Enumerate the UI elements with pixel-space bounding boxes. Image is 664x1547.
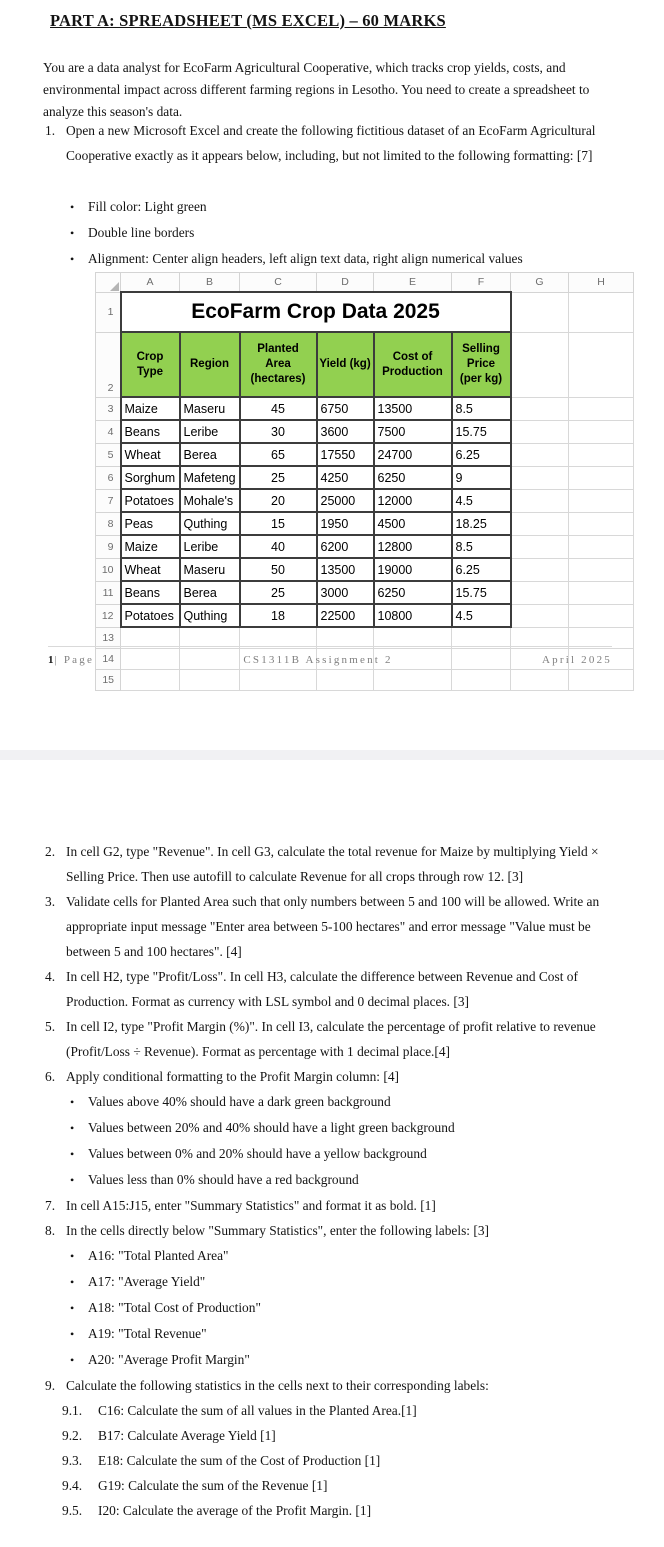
cell: 6.25 <box>452 558 511 581</box>
empty-cell <box>511 558 569 581</box>
footer-course: CS1311B Assignment 2 <box>243 654 393 666</box>
bullet-text: A20: "Average Profit Margin" <box>88 1352 250 1367</box>
sheet-header-row <box>96 332 634 397</box>
header-cell: Selling Price (per kg) <box>452 332 511 397</box>
sub-item-9-5 <box>62 1498 612 1523</box>
table-row <box>96 466 634 489</box>
cell: 25 <box>240 466 317 489</box>
item-number: 1. <box>45 123 56 138</box>
sub-item-9-1 <box>62 1398 612 1423</box>
item-text: Open a new Microsoft Excel and create the following fictitious dataset of an EcoFarm Agricultural Cooperative exactly as it appears below, including, but not limited to the following formatting: [7] <box>66 123 596 163</box>
item-text: Apply conditional formatting to the Profit Margin column: [4] <box>66 1069 399 1084</box>
intro-paragraph: You are a data analyst for EcoFarm Agricultural Cooperative, which tracks crop yields, costs, and environmental impact across different farming regions in Lesotho. You need to create a spreadsheet to analyze this season's data. <box>43 60 590 120</box>
table-row <box>96 397 634 420</box>
empty-cell <box>569 332 634 397</box>
cell: Maseru <box>180 558 240 581</box>
item-6-bullet-list <box>70 1089 612 1193</box>
row-number: 1 <box>96 292 121 332</box>
cell: 50 <box>240 558 317 581</box>
sheet-title-row <box>96 292 634 332</box>
cell: 4.5 <box>452 604 511 627</box>
cell: 6250 <box>374 466 452 489</box>
bullet-text: Values between 0% and 20% should have a yellow background <box>88 1146 427 1161</box>
sub-item-9-2 <box>62 1423 612 1448</box>
cell: Maize <box>121 535 180 558</box>
sub-item-9-3 <box>62 1448 612 1473</box>
cell: 17550 <box>317 443 374 466</box>
row-number: 12 <box>96 604 121 627</box>
empty-cell <box>569 466 634 489</box>
bullet-text: A18: "Total Cost of Production" <box>88 1300 261 1315</box>
cell: 8.5 <box>452 535 511 558</box>
cell: 30 <box>240 420 317 443</box>
empty-cell <box>569 292 634 332</box>
row-number: 6 <box>96 466 121 489</box>
cell: 9 <box>452 466 511 489</box>
cell: 6200 <box>317 535 374 558</box>
cell: 3000 <box>317 581 374 604</box>
header-cell: Region <box>180 332 240 397</box>
instruction-item-4 <box>45 964 612 1014</box>
empty-cell <box>511 535 569 558</box>
bullet-text: Alignment: Center align headers, left align text data, right align numerical values <box>88 251 523 266</box>
empty-cell <box>511 512 569 535</box>
cell: 18 <box>240 604 317 627</box>
instruction-item-3 <box>45 889 612 964</box>
column-header-d: D <box>317 273 374 293</box>
row-number: 11 <box>96 581 121 604</box>
instruction-item-5 <box>45 1014 612 1064</box>
header-cell: Cost of Production <box>374 332 452 397</box>
empty-cell <box>511 397 569 420</box>
cell: Maseru <box>180 397 240 420</box>
item-text: In the cells directly below "Summary Statistics", enter the following labels: [3] <box>66 1223 489 1238</box>
column-header-h: H <box>569 273 634 293</box>
item-text: In cell A15:J15, enter "Summary Statistics" and format it as bold. [1] <box>66 1198 436 1213</box>
item-number: 7. <box>45 1198 56 1213</box>
empty-cell <box>511 292 569 332</box>
item-text: Calculate the following statistics in the cells next to their corresponding labels: <box>66 1378 489 1393</box>
cell: 4.5 <box>452 489 511 512</box>
list-item <box>70 1167 612 1193</box>
cell: Wheat <box>121 443 180 466</box>
empty-cell <box>511 670 569 691</box>
row-number: 15 <box>96 670 121 691</box>
cell: 8.5 <box>452 397 511 420</box>
cell: 13500 <box>374 397 452 420</box>
table-row <box>96 581 634 604</box>
empty-cell <box>569 670 634 691</box>
cell: 4250 <box>317 466 374 489</box>
excel-screenshot <box>95 272 634 691</box>
table-row <box>96 558 634 581</box>
bullet-text: A16: "Total Planted Area" <box>88 1248 229 1263</box>
row-number: 4 <box>96 420 121 443</box>
item-number: 4. <box>45 969 56 984</box>
cell: Beans <box>121 581 180 604</box>
bullet-icon: • <box>70 252 75 266</box>
cell: 22500 <box>317 604 374 627</box>
cell: 6750 <box>317 397 374 420</box>
cell: 3600 <box>317 420 374 443</box>
list-item <box>70 1115 612 1141</box>
bullet-text: Values above 40% should have a dark green background <box>88 1094 391 1109</box>
instruction-item-9 <box>45 1373 612 1398</box>
cell: Berea <box>180 443 240 466</box>
column-header-row <box>96 273 634 293</box>
sub-item-text: C16: Calculate the sum of all values in the Planted Area.[1] <box>98 1403 417 1418</box>
empty-cell <box>569 512 634 535</box>
empty-cell <box>569 443 634 466</box>
empty-cell <box>121 670 180 691</box>
cell: Quthing <box>180 604 240 627</box>
sub-item-text: I20: Calculate the average of the Profit Margin. [1] <box>98 1503 372 1518</box>
empty-cell <box>240 670 317 691</box>
sub-item-text: G19: Calculate the sum of the Revenue [1] <box>98 1478 328 1493</box>
sheet-title-cell: EcoFarm Crop Data 2025 <box>121 292 511 332</box>
item-9-sublist <box>62 1398 612 1523</box>
empty-cell <box>569 558 634 581</box>
empty-cell <box>569 397 634 420</box>
page-footer <box>48 646 612 666</box>
bullet-text: Values less than 0% should have a red background <box>88 1172 359 1187</box>
list-item <box>70 220 612 246</box>
cell: 6250 <box>374 581 452 604</box>
cell: 40 <box>240 535 317 558</box>
bullet-icon: • <box>70 1275 75 1289</box>
cell: Sorghum <box>121 466 180 489</box>
table-row <box>96 443 634 466</box>
cell: Potatoes <box>121 604 180 627</box>
cell: 65 <box>240 443 317 466</box>
cell: 12800 <box>374 535 452 558</box>
sub-item-number: 9.5. <box>62 1503 83 1518</box>
empty-cell <box>569 604 634 627</box>
bullet-icon: • <box>70 1249 75 1263</box>
cell: Berea <box>180 581 240 604</box>
sub-item-9-4 <box>62 1473 612 1498</box>
cell: Potatoes <box>121 489 180 512</box>
cell: 45 <box>240 397 317 420</box>
cell: 20 <box>240 489 317 512</box>
instruction-item-2 <box>45 839 612 889</box>
cell: Peas <box>121 512 180 535</box>
column-header-c: C <box>240 273 317 293</box>
list-item <box>70 1089 612 1115</box>
column-header-b: B <box>180 273 240 293</box>
row-number: 8 <box>96 512 121 535</box>
table-row <box>96 604 634 627</box>
footer-date: April 2025 <box>542 654 612 666</box>
part-a-title: PART A: SPREADSHEET (MS EXCEL) – 60 MARKS <box>50 11 446 30</box>
list-item <box>70 1347 612 1373</box>
list-item <box>70 1269 612 1295</box>
cell: 13500 <box>317 558 374 581</box>
item-number: 6. <box>45 1069 56 1084</box>
instruction-item-6 <box>45 1064 612 1089</box>
empty-cell <box>511 443 569 466</box>
bullet-icon: • <box>70 1121 75 1135</box>
document-page-2 <box>0 760 664 1547</box>
empty-cell <box>569 535 634 558</box>
row-number: 13 <box>96 627 121 649</box>
empty-cell <box>511 489 569 512</box>
select-all-corner <box>96 273 121 293</box>
sub-item-number: 9.4. <box>62 1478 83 1493</box>
sub-item-number: 9.1. <box>62 1403 83 1418</box>
empty-cell <box>180 670 240 691</box>
list-item <box>70 194 612 220</box>
select-all-icon <box>110 282 119 291</box>
item-number: 9. <box>45 1378 56 1393</box>
header-cell: Yield (kg) <box>317 332 374 397</box>
document-page-1 <box>0 0 664 750</box>
instructions-list <box>45 839 612 1523</box>
cell: 1950 <box>317 512 374 535</box>
list-item <box>70 246 612 272</box>
empty-cell <box>569 420 634 443</box>
table-row <box>96 420 634 443</box>
bullet-icon: • <box>70 1353 75 1367</box>
cell: 25000 <box>317 489 374 512</box>
item-number: 8. <box>45 1223 56 1238</box>
sub-item-number: 9.2. <box>62 1428 83 1443</box>
column-header-g: G <box>511 273 569 293</box>
bullet-icon: • <box>70 1327 75 1341</box>
bullet-icon: • <box>70 1173 75 1187</box>
empty-cell <box>511 420 569 443</box>
row-number: 10 <box>96 558 121 581</box>
empty-cell <box>569 489 634 512</box>
cell: 15 <box>240 512 317 535</box>
row-number: 14 <box>96 649 121 670</box>
empty-row <box>96 670 634 691</box>
list-item <box>70 1141 612 1167</box>
cell: 4500 <box>374 512 452 535</box>
cell: Mafeteng <box>180 466 240 489</box>
instruction-item-7 <box>45 1193 612 1218</box>
empty-cell <box>511 604 569 627</box>
cell: 19000 <box>374 558 452 581</box>
column-header-a: A <box>121 273 180 293</box>
bullet-text: Values between 20% and 40% should have a light green background <box>88 1120 455 1135</box>
bullet-icon: • <box>70 200 75 214</box>
row-number: 7 <box>96 489 121 512</box>
cell: Wheat <box>121 558 180 581</box>
table-row <box>96 535 634 558</box>
cell: Quthing <box>180 512 240 535</box>
bullet-icon: • <box>70 1147 75 1161</box>
table-row <box>96 489 634 512</box>
item-text: Validate cells for Planted Area such that only numbers between 5 and 100 will be allowed. Write an appropriate input message "Enter area between 5-100 hectares" and error message "Value must be between 5 and 100 hectares". [4] <box>66 894 600 959</box>
cell: Mohale's <box>180 489 240 512</box>
bullet-text: Double line borders <box>88 225 195 240</box>
page-word: | Page <box>54 654 95 666</box>
sub-item-text: B17: Calculate Average Yield [1] <box>98 1428 276 1443</box>
sub-item-number: 9.3. <box>62 1453 83 1468</box>
list-item <box>70 1295 612 1321</box>
empty-cell <box>317 670 374 691</box>
bullet-icon: • <box>70 226 75 240</box>
cell: Beans <box>121 420 180 443</box>
column-header-f: F <box>452 273 511 293</box>
item-text: In cell G2, type "Revenue". In cell G3, calculate the total revenue for Maize by multiplying Yield × Selling Price. Then use autofill to calculate Revenue for all crops through row 12. [3] <box>66 844 599 884</box>
cell: 12000 <box>374 489 452 512</box>
page-number: 1 <box>48 654 55 666</box>
item-text: In cell H2, type "Profit/Loss". In cell H3, calculate the difference between Revenue and Cost of Production. Format as currency with LSL symbol and 0 decimal places. [3] <box>66 969 578 1009</box>
table-row <box>96 512 634 535</box>
bullet-text: A17: "Average Yield" <box>88 1274 206 1289</box>
page-break-gap <box>0 750 664 760</box>
cell: 24700 <box>374 443 452 466</box>
empty-cell <box>374 670 452 691</box>
cell: Leribe <box>180 420 240 443</box>
bullet-icon: • <box>70 1301 75 1315</box>
cell: 18.25 <box>452 512 511 535</box>
instruction-item-8 <box>45 1218 612 1243</box>
cell: 6.25 <box>452 443 511 466</box>
empty-cell <box>511 332 569 397</box>
footer-page-number <box>48 654 94 666</box>
item-number: 2. <box>45 844 56 859</box>
item-number: 5. <box>45 1019 56 1034</box>
item-8-bullet-list <box>70 1243 612 1373</box>
empty-cell <box>569 581 634 604</box>
bullet-text: A19: "Total Revenue" <box>88 1326 207 1341</box>
item-text: In cell I2, type "Profit Margin (%)". In cell I3, calculate the percentage of profit relative to revenue (Profit/Loss ÷ Revenue). Format as percentage with 1 decimal place.[4] <box>66 1019 596 1059</box>
header-cell: Planted Area (hectares) <box>240 332 317 397</box>
bullet-icon: • <box>70 1095 75 1109</box>
cell: 15.75 <box>452 581 511 604</box>
column-header-e: E <box>374 273 452 293</box>
list-item <box>70 1243 612 1269</box>
sub-item-text: E18: Calculate the sum of the Cost of Production [1] <box>98 1453 381 1468</box>
cell: 7500 <box>374 420 452 443</box>
instruction-item-1 <box>45 118 612 168</box>
empty-cell <box>452 670 511 691</box>
cell: Maize <box>121 397 180 420</box>
row-number: 5 <box>96 443 121 466</box>
item-number: 3. <box>45 894 56 909</box>
row-number: 9 <box>96 535 121 558</box>
row-number: 3 <box>96 397 121 420</box>
empty-cell <box>511 466 569 489</box>
list-item <box>70 1321 612 1347</box>
item-1-bullet-list <box>70 194 612 272</box>
header-cell: Crop Type <box>121 332 180 397</box>
row-number: 2 <box>96 332 121 397</box>
cell: Leribe <box>180 535 240 558</box>
cell: 15.75 <box>452 420 511 443</box>
cell: 10800 <box>374 604 452 627</box>
bullet-text: Fill color: Light green <box>88 199 207 214</box>
empty-cell <box>511 581 569 604</box>
cell: 25 <box>240 581 317 604</box>
